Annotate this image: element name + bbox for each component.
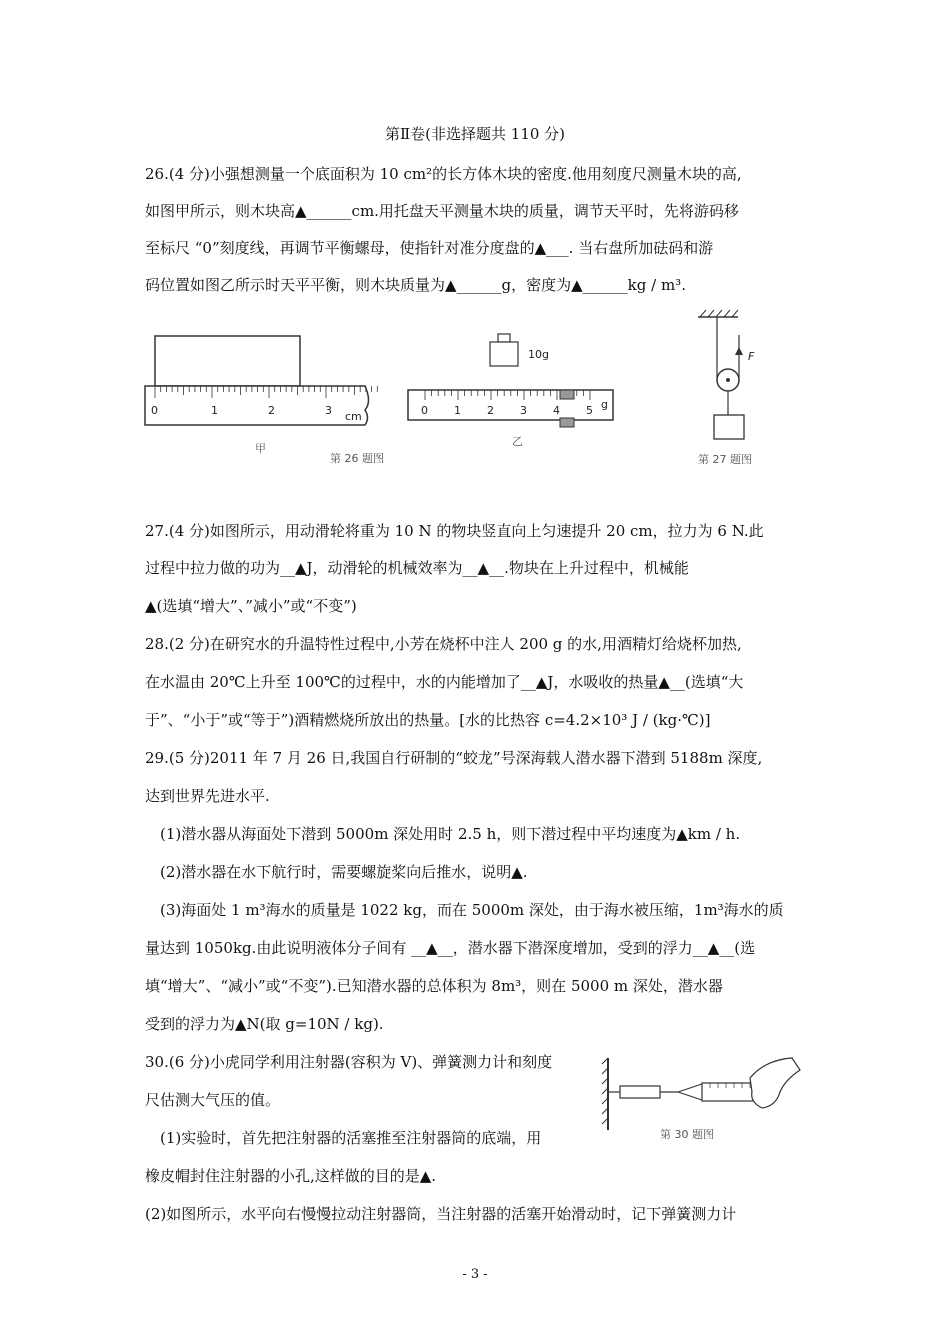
q30-sub-1-line-1: (1)实验时，首先把注射器的活塞推至注射器筒的底端，用: [160, 1129, 542, 1147]
syringe-tip: [678, 1084, 702, 1100]
q29-sub-2: (2)潜水器在水下航行时，需要螺旋桨向后推水，说明▲.: [160, 863, 528, 881]
rider-bottom: [560, 418, 574, 427]
wood-block: [155, 336, 300, 386]
hand: [750, 1058, 800, 1108]
weight-knob: [498, 334, 510, 342]
figure-26-ruler: [140, 330, 380, 465]
ruler-tick-3: 3: [325, 404, 332, 417]
figure-27-pulley: [690, 305, 790, 470]
q29-sub-3-line-2: 量达到 1050kg.由此说明液体分子间有 __▲__，潜水器下潜深度增加，受到的浮力__▲__(选: [145, 939, 756, 957]
q29-sub-1: (1)潜水器从海面处下潜到 5000m 深处用时 2.5 h，则下潜过程中平均速度为▲km / h.: [160, 825, 741, 843]
q28-line-2: 在水温由 20℃上升至 100℃的过程中，水的内能增加了__▲J，水吸收的热量▲__(选填“大: [145, 673, 744, 691]
ruler-tick-2: 2: [268, 404, 275, 417]
force-label: F: [748, 350, 755, 363]
scale-tick-5: 5: [586, 404, 593, 417]
caption-fig-30: 第 30 题图: [660, 1128, 714, 1141]
label-jia: 甲: [255, 442, 266, 455]
section-title: 第Ⅱ卷(非选择题共 110 分): [384, 125, 566, 143]
caption-fig-27: 第 27 题图: [698, 453, 752, 466]
scale-tick-4: 4: [553, 404, 560, 417]
force-arrow: [735, 347, 743, 355]
q26-line-4: 码位置如图乙所示时天平平衡，则木块质量为▲______g，密度为▲______kg / m³.: [145, 276, 686, 294]
rider-top: [560, 390, 574, 399]
spring-scale: [620, 1086, 660, 1098]
q30-line-1: 30.(6 分)小虎同学利用注射器(容积为 V)、弹簧测力计和刻度: [145, 1053, 553, 1071]
q27-line-1: 27.(4 分)如图所示，用动滑轮将重为 10 N 的物块竖直向上匀速提升 20 cm，拉力为 6 N.此: [145, 522, 764, 540]
scale-tick-1: 1: [454, 404, 461, 417]
q26-line-2: 如图甲所示，则木块高▲______cm.用托盘天平测量木块的质量，调节天平时，先将游码移: [145, 202, 739, 220]
ruler-tick-1: 1: [211, 404, 218, 417]
weight-10g: [490, 342, 518, 366]
q28-line-1: 28.(2 分)在研究水的升温特性过程中,小芳在烧杯中注人 200 g 的水,用酒精灯给烧杯加热,: [145, 635, 742, 653]
q26-line-1: 26.(4 分)小强想测量一个底面积为 10 cm²的长方体木块的密度.他用刻度尺测量木块的高,: [145, 165, 742, 183]
q29-line-1: 29.(5 分)2011 年 7 月 26 日,我国自行研制的“蛟龙”号深海载人潜水器下潜到 5188m 深度,: [145, 749, 763, 767]
q27-line-2: 过程中拉力做的功为__▲J，动滑轮的机械效率为__▲__.物块在上升过程中，机械能: [145, 559, 689, 577]
q27-line-3: ▲(选填“增大”、”减小”或“不变”): [145, 597, 357, 615]
ruler-body: [145, 386, 369, 425]
page-number: - 3 -: [462, 1267, 488, 1282]
ruler-unit: cm: [345, 410, 362, 423]
q29-sub-3-line-1: (3)海面处 1 m³海水的质量是 1022 kg，而在 5000m 深处，由于海水被压缩，1m³海水的质: [160, 901, 784, 919]
q30-line-2: 尺估测大气压的值。: [145, 1091, 281, 1109]
ruler-tick-0: 0: [151, 404, 158, 417]
q29-sub-3-line-4: 受到的浮力为▲N(取 g=10N / kg).: [145, 1015, 384, 1033]
scale-tick-0: 0: [421, 404, 428, 417]
weight-label: 10g: [528, 348, 549, 361]
load-block: [714, 415, 744, 439]
q28-line-3: 于”、“小于”或“等于”)酒精燃烧所放出的热量。[水的比热容 c=4.2×10³ J / (kg·℃)]: [145, 711, 711, 729]
label-yi: 乙: [512, 435, 523, 448]
figure-30-syringe: [600, 1050, 805, 1150]
q30-sub-2: (2)如图所示，水平向右慢慢拉动注射器筒，当注射器的活塞开始滑动时，记下弹簧测力计: [145, 1205, 737, 1223]
scale-unit: g: [601, 398, 608, 411]
q30-sub-1-line-2: 橡皮帽封住注射器的小孔,这样做的目的是▲.: [145, 1167, 437, 1185]
q26-line-3: 至标尺 “0”刻度线，再调节平衡螺母，使指针对准分度盘的▲___. 当右盘所加砝码和游: [145, 239, 714, 257]
scale-tick-3: 3: [520, 404, 527, 417]
caption-fig-26: 第 26 题图: [330, 452, 384, 465]
q29-sub-3-line-3: 填“增大”、“减小”或“不变”).已知潜水器的总体积为 8m³，则在 5000 m 深处，潜水器: [145, 977, 723, 995]
q29-line-2: 达到世界先进水平.: [145, 787, 270, 805]
scale-tick-2: 2: [487, 404, 494, 417]
